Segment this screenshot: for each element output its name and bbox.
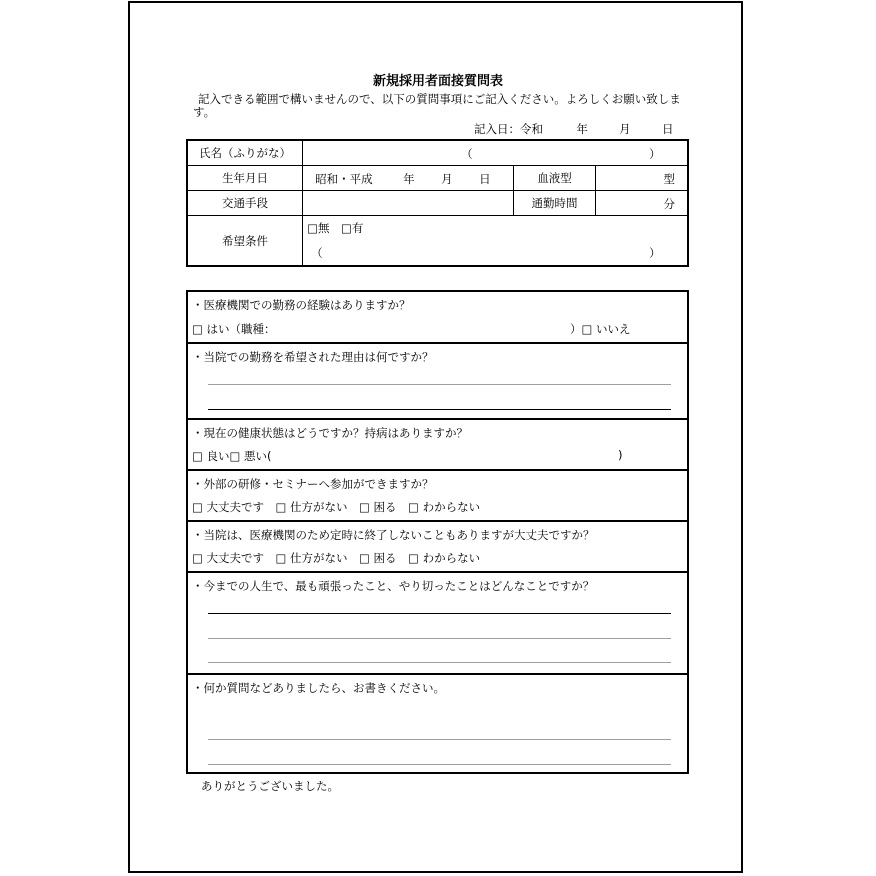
birthdate-month: 月 xyxy=(441,172,453,186)
name-paren-close: ） xyxy=(649,147,661,161)
birthdate-field[interactable] xyxy=(303,166,514,191)
name-label: 氏名（ふりがな） xyxy=(187,140,303,166)
blood-type-unit: 型 xyxy=(663,172,675,186)
answer-paren-close: ) xyxy=(618,448,623,462)
blood-type-label: 血液型 xyxy=(514,166,596,191)
blood-type-field[interactable] xyxy=(595,166,688,191)
date-month: 月 xyxy=(619,122,631,136)
wish-paren-close: ） xyxy=(649,246,661,260)
commute-time-field[interactable] xyxy=(595,191,688,216)
transport-label: 交通手段 xyxy=(187,191,303,216)
questionnaire-box xyxy=(186,290,689,774)
answer-options-no[interactable]: ）□ いいえ xyxy=(570,322,631,336)
form-intro: 記入できる範囲で構いませんので、以下の質問事項にご記入ください。よろしくお願い致します。 xyxy=(193,92,681,119)
entry-date xyxy=(474,121,673,137)
birthdate-label: 生年月日 xyxy=(187,166,303,191)
birthdate-year: 年 xyxy=(403,172,415,186)
commute-time-unit: 分 xyxy=(663,197,675,211)
birthdate-day: 日 xyxy=(479,172,491,186)
answer-options[interactable]: □ 大丈夫です □ 仕方がない □ 困る □ わからない xyxy=(192,500,481,514)
answer-line[interactable] xyxy=(208,409,671,410)
birthdate-era: 昭和・平成 xyxy=(315,172,373,186)
question-section-training xyxy=(188,471,687,522)
date-label: 記入日：令和 xyxy=(474,122,543,136)
question-text: ・当院は、医療機関のため定時に終了しないこともありますが大丈夫ですか？ xyxy=(192,528,595,542)
question-section-comments xyxy=(188,675,687,772)
question-text: ・今までの人生で、最も頑張ったこと、やり切ったことはどんなことですか？ xyxy=(192,579,595,593)
question-section-overtime xyxy=(188,522,687,573)
name-field[interactable] xyxy=(303,140,688,166)
wish-paren-open: （ xyxy=(311,246,323,260)
question-text: ・当院での勤務を希望された理由は何ですか？ xyxy=(192,350,434,364)
transport-field[interactable] xyxy=(303,191,514,216)
question-section-health xyxy=(188,420,687,471)
commute-time-label: 通勤時間 xyxy=(514,191,596,216)
answer-line[interactable] xyxy=(208,613,671,614)
question-section-effort xyxy=(188,573,687,675)
answer-line[interactable] xyxy=(208,384,671,385)
answer-options[interactable]: □ はい（職種： xyxy=(192,322,276,336)
question-text: ・外部の研修・セミナーへ参加ができますか？ xyxy=(192,477,434,491)
question-text: ・何か質問などありましたら、お書きください。 xyxy=(192,681,445,695)
answer-options[interactable]: □ 良い□ 悪い( xyxy=(192,449,272,463)
answer-line[interactable] xyxy=(208,662,671,663)
wish-options[interactable]: □無 □有 xyxy=(307,221,364,235)
wish-label: 希望条件 xyxy=(187,216,303,267)
form-title: 新規採用者面接質問表 xyxy=(372,74,503,89)
name-paren-open: （ xyxy=(461,147,473,161)
question-text: ・現在の健康状態はどうですか？持病はありますか？ xyxy=(192,426,468,440)
question-text: ・医療機関での勤務の経験はありますか？ xyxy=(192,298,411,312)
question-section-experience xyxy=(188,292,687,344)
answer-line[interactable] xyxy=(208,739,671,740)
answer-line[interactable] xyxy=(208,638,671,639)
wish-field[interactable] xyxy=(303,216,688,267)
thank-you-note: ありがとうございました。 xyxy=(201,779,339,793)
date-day: 日 xyxy=(661,122,674,136)
answer-options[interactable]: □ 大丈夫です □ 仕方がない □ 困る □ わからない xyxy=(192,551,481,565)
applicant-info-table xyxy=(186,139,689,267)
answer-line[interactable] xyxy=(208,764,671,765)
question-section-reason xyxy=(188,344,687,420)
date-year: 年 xyxy=(576,122,588,136)
